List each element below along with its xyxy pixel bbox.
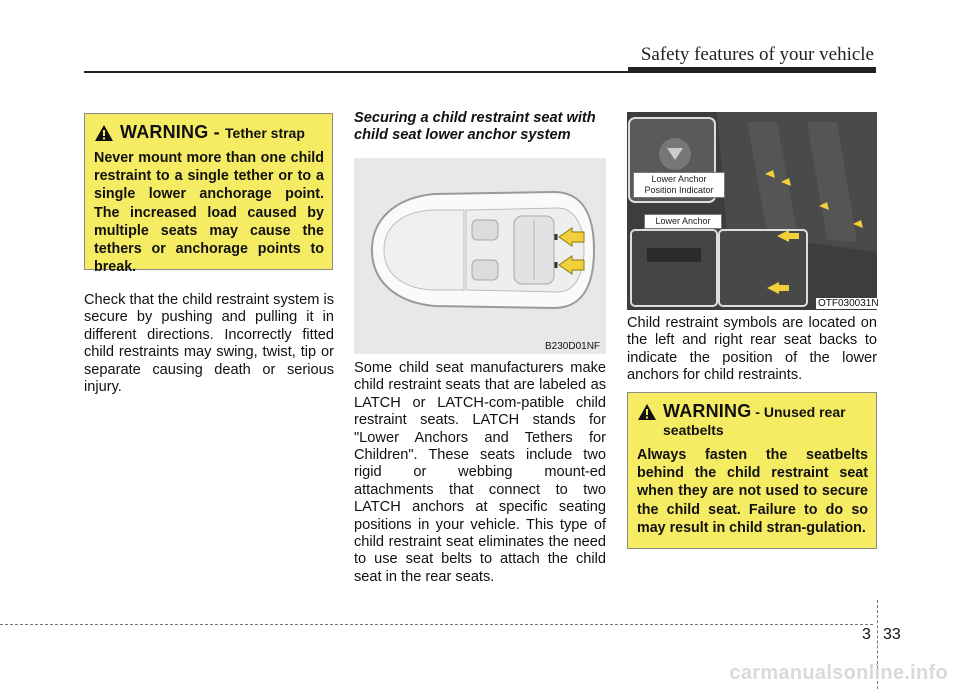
- warning-subtitle: Unused rear seatbelts: [663, 404, 846, 438]
- figure-car-top-view: [354, 158, 606, 354]
- warning-heading: [94, 122, 324, 143]
- body-paragraph-check: Check that the child restraint system is secure by pushing and pulling it in different directions. Incorrectly fitted child restraints may swing, twist, tip or separate causing death or serious injury.: [84, 292, 334, 396]
- section-title: Securing a child restraint seat with child seat lower anchor system: [354, 110, 596, 143]
- warning-dash: -: [751, 404, 764, 420]
- warning-dash: -: [208, 122, 226, 142]
- watermark: carmanualsonline.info: [729, 662, 948, 684]
- figure-code-seat: OTF030031N: [818, 298, 879, 309]
- warning-word: WARNING: [663, 401, 752, 421]
- header-rule-accent: [628, 67, 876, 73]
- figure-code-car: B230D01NF: [545, 341, 601, 352]
- header-title: Safety features of your vehicle: [640, 44, 874, 65]
- chapter-number: 3: [862, 626, 871, 643]
- warning-triangle-icon: [637, 403, 657, 421]
- warning-body: Always fasten the seatbelts behind the child restraint seat when they are not used to secure the child seat. Failure to do so may result in child stran-gulation.: [637, 447, 868, 536]
- warning-word: WARNING: [120, 122, 209, 142]
- callout-lower-anchor-position-indicator: Lower Anchor Position Indicator: [633, 172, 725, 198]
- body-paragraph-latch: Some child seat manufacturers make child restraint seats that are labeled as LATCH or LATCH-com-patible child restraint seats. LATCH stands for "Lower Anchors and Tethers for Children". These seats include two rigid or webbing mount-ed attachments that connect to two LATCH anchors at specific seating positions in your vehicle. This type of child restraint seat eliminates the need to use seat belts to attach the child seat in the rear seats.: [354, 360, 606, 585]
- car-illustration: [354, 158, 606, 354]
- warning-box-tether-strap: [84, 113, 333, 276]
- callout-lower-anchor: Lower Anchor: [644, 214, 722, 229]
- warning-box-unused-seatbelts: [627, 392, 877, 549]
- rear-seat-photo: [627, 112, 877, 310]
- warning-triangle-icon: [94, 124, 114, 142]
- warning-body: Never mount more than one child restraint to a single tether or to a single lower anchorage point. The increased load caused by multiple seats may cause the tethers or anchorage points to break.: [94, 150, 324, 276]
- footer-rule: [0, 624, 873, 625]
- figure-rear-seat: [627, 112, 877, 310]
- body-paragraph-symbols: Child restraint symbols are located on the left and right rear seat backs to indicate the position of the lower anchors for child restraints.: [627, 315, 877, 384]
- page-number: 33: [883, 626, 901, 643]
- warning-heading: [637, 401, 868, 440]
- warning-subtitle: Tether strap: [225, 125, 305, 141]
